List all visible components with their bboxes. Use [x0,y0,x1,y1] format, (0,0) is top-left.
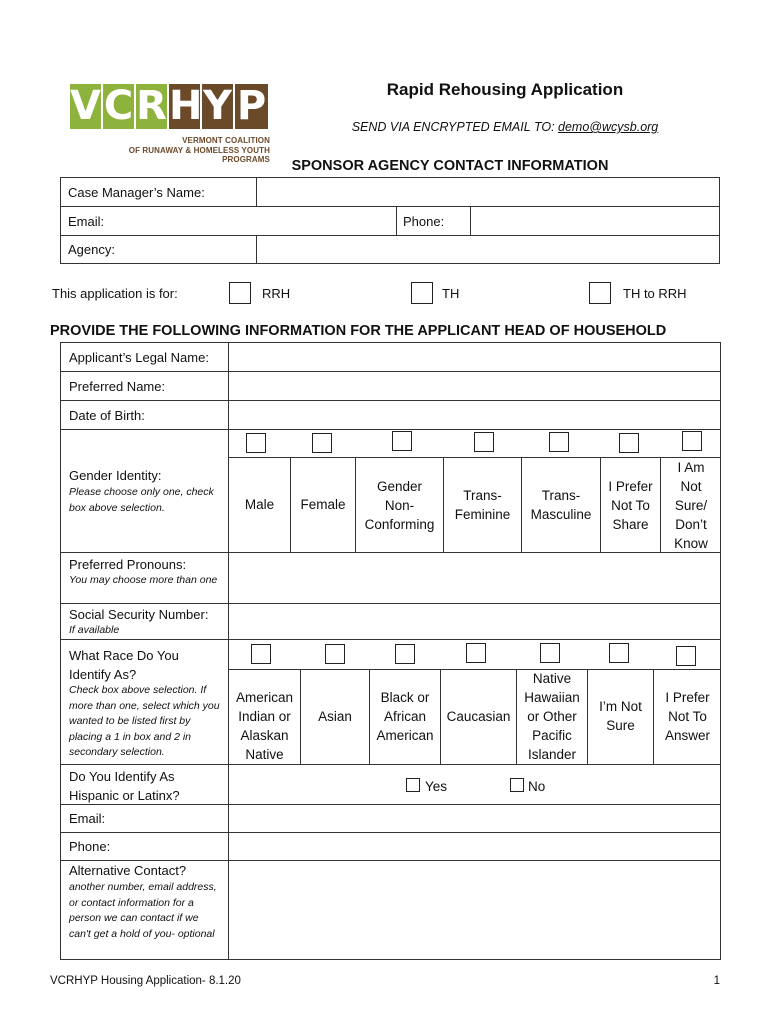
logo-letter-c: C [103,83,134,129]
send-via-email-link[interactable]: demo@wcysb.org [558,120,659,134]
page-title: Rapid Rehousing Application [386,80,624,99]
footer-page-number: 1 [713,975,720,987]
case-manager-label: Case Manager’s Name: [68,185,205,200]
logo-subtitle-line2: OF RUNAWAY & HOMELESS YOUTH PROGRAMS [128,146,270,164]
sponsor-phone-input[interactable] [470,206,720,236]
applicant-heading: PROVIDE THE FOLLOWING INFORMATION FOR THE APPLICANT HEAD OF HOUSEHOLD [50,323,667,339]
applicant-phone-input[interactable] [228,832,721,861]
hispanic-yes-checkbox[interactable] [406,778,420,792]
application-for-label: This application is for: [52,286,178,301]
gender-not-sure-checkbox[interactable] [682,431,702,451]
gender-label: Gender Identity: [69,468,162,483]
hispanic-yes-label: Yes [425,779,448,794]
logo-letter-r: R [136,83,167,129]
logo-letter-y: Y [203,83,232,129]
ssn-label: Social Security Number: [69,607,209,622]
footer-doc-version: VCRHYP Housing Application- 8.1.20 [50,975,241,987]
race-option-caucasian: Caucasian [446,709,511,724]
logo-letter-p: P [236,83,267,129]
th-label: TH [442,286,460,301]
hispanic-no-label: No [528,779,546,794]
gender-nonconforming-checkbox[interactable] [392,431,412,451]
hispanic-label: Do You Identify As Hispanic or Latinx? [69,769,180,803]
gender-option-prefer-not: I Prefer Not To Share [608,479,653,532]
gender-option-transfeminine: Trans- Feminine [454,488,511,522]
agency-label: Agency: [68,242,115,257]
gender-transmasculine-checkbox[interactable] [549,432,569,452]
race-option-native-hawaiian: Native Hawaiian or Other Pacific Islander [524,671,580,762]
preferred-name-label: Preferred Name: [69,379,166,394]
gender-option-nonconforming: Gender Non- Conforming [364,479,435,532]
race-option-not-sure: I’m Not Sure [599,699,642,733]
gender-option-female: Female [300,497,346,512]
race-american-indian-checkbox[interactable] [251,644,271,664]
gender-female-checkbox[interactable] [312,433,332,453]
sponsor-heading: SPONSOR AGENCY CONTACT INFORMATION [291,158,609,174]
gender-grid-line [228,457,721,458]
race-native-hawaiian-checkbox[interactable] [540,643,560,663]
hispanic-no-checkbox[interactable] [510,778,524,792]
gender-male-checkbox[interactable] [246,433,266,453]
rrh-label: RRH [262,286,291,301]
send-via-line [300,120,710,134]
send-via-label: SEND VIA ENCRYPTED EMAIL TO: [351,120,555,134]
logo-letter-v: V [70,83,101,129]
race-grid-line [228,669,721,670]
legal-name-label: Applicant’s Legal Name: [69,350,209,365]
logo-letter-h: H [169,83,203,129]
race-asian-checkbox[interactable] [325,644,345,664]
preferred-name-input[interactable] [228,371,721,401]
hispanic-options-area [228,764,721,805]
dob-input[interactable] [228,400,721,430]
alt-contact-input[interactable] [228,860,721,960]
agency-input[interactable] [256,235,720,264]
alt-contact-label: Alternative Contact? [69,863,187,878]
legal-name-input[interactable] [228,342,721,372]
race-option-prefer-not: I Prefer Not To Answer [664,690,710,743]
gender-option-male: Male [244,497,275,512]
pronouns-label: Preferred Pronouns: [69,557,187,572]
ssn-input[interactable] [228,603,721,640]
sponsor-email-input[interactable] [60,206,397,236]
race-option-asian: Asian [318,709,352,724]
applicant-phone-label: Phone: [69,839,111,854]
applicant-email-input[interactable] [228,804,721,833]
logo-subtitle-line1: VERMONT COALITION [182,136,270,145]
race-prefer-not-checkbox[interactable] [676,646,696,666]
race-not-sure-checkbox[interactable] [609,643,629,663]
race-black-checkbox[interactable] [395,644,415,664]
race-option-black: Black or African American [376,690,434,743]
gender-option-not-sure: I Am Not Sure/ Don’t Know [674,460,708,551]
case-manager-input[interactable] [256,177,720,207]
race-label: What Race Do You Identify As? [69,648,179,682]
gender-help-text: Please choose only one, check box above selection. [69,486,214,514]
gender-transfeminine-checkbox[interactable] [474,432,494,452]
alt-contact-help-text: another number, email address, or contact information for a person we can contact if we can't get a hold of you- optional [69,881,217,940]
rrh-checkbox[interactable] [229,282,251,304]
gender-prefer-not-checkbox[interactable] [619,433,639,453]
th-to-rrh-checkbox[interactable] [589,282,611,304]
applicant-email-label: Email: [69,811,106,826]
pronouns-input[interactable] [228,552,721,604]
th-checkbox[interactable] [411,282,433,304]
race-option-american-indian: American Indian or Alaskan Native [235,690,294,762]
ssn-help-text: If available [69,624,120,636]
race-caucasian-checkbox[interactable] [466,643,486,663]
th-to-rrh-label: TH to RRH [623,286,687,301]
sponsor-email-label: Email: [68,214,105,229]
pronouns-help-text: You may choose more than one [69,574,218,586]
sponsor-phone-label: Phone: [403,214,445,229]
gender-option-transmasculine: Trans- Masculine [530,488,592,522]
race-help-text: Check box above selection. If more than one, select which you wanted to be listed first by placing a 1 in box and 2 in secondary selection. [69,684,220,758]
dob-label: Date of Birth: [69,408,145,423]
